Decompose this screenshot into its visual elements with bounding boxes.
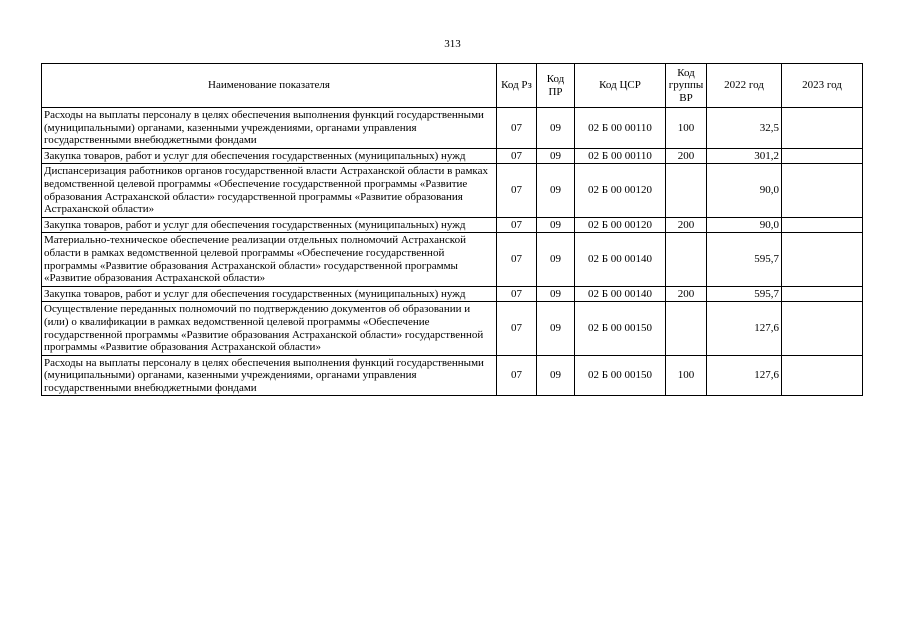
cell-name: Осуществление переданных полномочий по подтверждению документов об образовании и (или) о квалификации в рамках ведомственной целевой программы «Обеспечение государственной программы «Развитие образования Астраханской области» государственной программы «Развитие образования Астраханской области»	[42, 302, 497, 355]
header-2022: 2022 год	[707, 64, 782, 108]
cell-csr: 02 Б 00 00110	[575, 148, 666, 164]
cell-vr	[666, 164, 707, 217]
table-row	[42, 302, 863, 355]
cell-name: Закупка товаров, работ и услуг для обеспечения государственных (муниципальных) нужд	[42, 148, 497, 164]
cell-pr: 09	[537, 217, 575, 233]
cell-2023	[782, 148, 863, 164]
budget-table	[41, 63, 863, 396]
cell-vr	[666, 233, 707, 286]
table-row	[42, 164, 863, 217]
cell-2022: 301,2	[707, 148, 782, 164]
cell-csr: 02 Б 00 00120	[575, 217, 666, 233]
table-row	[42, 286, 863, 302]
cell-2022: 595,7	[707, 233, 782, 286]
cell-rz: 07	[497, 108, 537, 149]
cell-vr	[666, 302, 707, 355]
cell-pr: 09	[537, 355, 575, 396]
table-row	[42, 217, 863, 233]
cell-2023	[782, 217, 863, 233]
cell-csr: 02 Б 00 00120	[575, 164, 666, 217]
cell-2022: 127,6	[707, 302, 782, 355]
cell-csr: 02 Б 00 00110	[575, 108, 666, 149]
table-row	[42, 355, 863, 396]
cell-pr: 09	[537, 108, 575, 149]
cell-rz: 07	[497, 164, 537, 217]
cell-vr: 200	[666, 217, 707, 233]
cell-csr: 02 Б 00 00150	[575, 302, 666, 355]
header-row	[42, 64, 863, 108]
cell-name: Расходы на выплаты персоналу в целях обеспечения выполнения функций государственными (муниципальными) органами, казенными учреждениями, органами управления государственными внебюджетными фондами	[42, 355, 497, 396]
cell-pr: 09	[537, 302, 575, 355]
cell-2022: 90,0	[707, 164, 782, 217]
cell-name: Закупка товаров, работ и услуг для обеспечения государственных (муниципальных) нужд	[42, 217, 497, 233]
cell-csr: 02 Б 00 00150	[575, 355, 666, 396]
cell-pr: 09	[537, 164, 575, 217]
header-pr: Код ПР	[537, 64, 575, 108]
cell-name: Расходы на выплаты персоналу в целях обеспечения выполнения функций государственными (муниципальными) органами, казенными учреждениями, органами управления государственными внебюджетными фондами	[42, 108, 497, 149]
header-vr: Код группы ВР	[666, 64, 707, 108]
cell-rz: 07	[497, 233, 537, 286]
cell-name: Диспансеризация работников органов государственной власти Астраханской области в рамках ведомственной целевой программы «Обеспечение государственной программы «Развитие образования Астраханской области» государственной программы «Развитие образования Астраханской области»	[42, 164, 497, 217]
cell-vr: 100	[666, 108, 707, 149]
header-name: Наименование показателя	[42, 64, 497, 108]
cell-2023	[782, 302, 863, 355]
cell-name: Материально-техническое обеспечение реализации отдельных полномочий Астраханской области в рамках ведомственной целевой программы «Обеспечение государственной программы «Развитие образования Астраханской области» государственной программы «Развитие образования Астраханской области»	[42, 233, 497, 286]
table-row	[42, 108, 863, 149]
cell-2023	[782, 233, 863, 286]
cell-name: Закупка товаров, работ и услуг для обеспечения государственных (муниципальных) нужд	[42, 286, 497, 302]
cell-2022: 127,6	[707, 355, 782, 396]
cell-2023	[782, 286, 863, 302]
cell-2022: 90,0	[707, 217, 782, 233]
cell-rz: 07	[497, 355, 537, 396]
header-csr: Код ЦСР	[575, 64, 666, 108]
table-row	[42, 148, 863, 164]
header-2023: 2023 год	[782, 64, 863, 108]
cell-2023	[782, 164, 863, 217]
cell-rz: 07	[497, 302, 537, 355]
cell-pr: 09	[537, 148, 575, 164]
cell-csr: 02 Б 00 00140	[575, 233, 666, 286]
cell-pr: 09	[537, 233, 575, 286]
page-number: 313	[444, 38, 461, 50]
cell-2023	[782, 108, 863, 149]
cell-rz: 07	[497, 217, 537, 233]
cell-2023	[782, 355, 863, 396]
cell-pr: 09	[537, 286, 575, 302]
cell-vr: 200	[666, 148, 707, 164]
cell-2022: 32,5	[707, 108, 782, 149]
cell-rz: 07	[497, 148, 537, 164]
cell-vr: 200	[666, 286, 707, 302]
table-row	[42, 233, 863, 286]
cell-rz: 07	[497, 286, 537, 302]
cell-vr: 100	[666, 355, 707, 396]
header-rz: Код Рз	[497, 64, 537, 108]
cell-csr: 02 Б 00 00140	[575, 286, 666, 302]
cell-2022: 595,7	[707, 286, 782, 302]
